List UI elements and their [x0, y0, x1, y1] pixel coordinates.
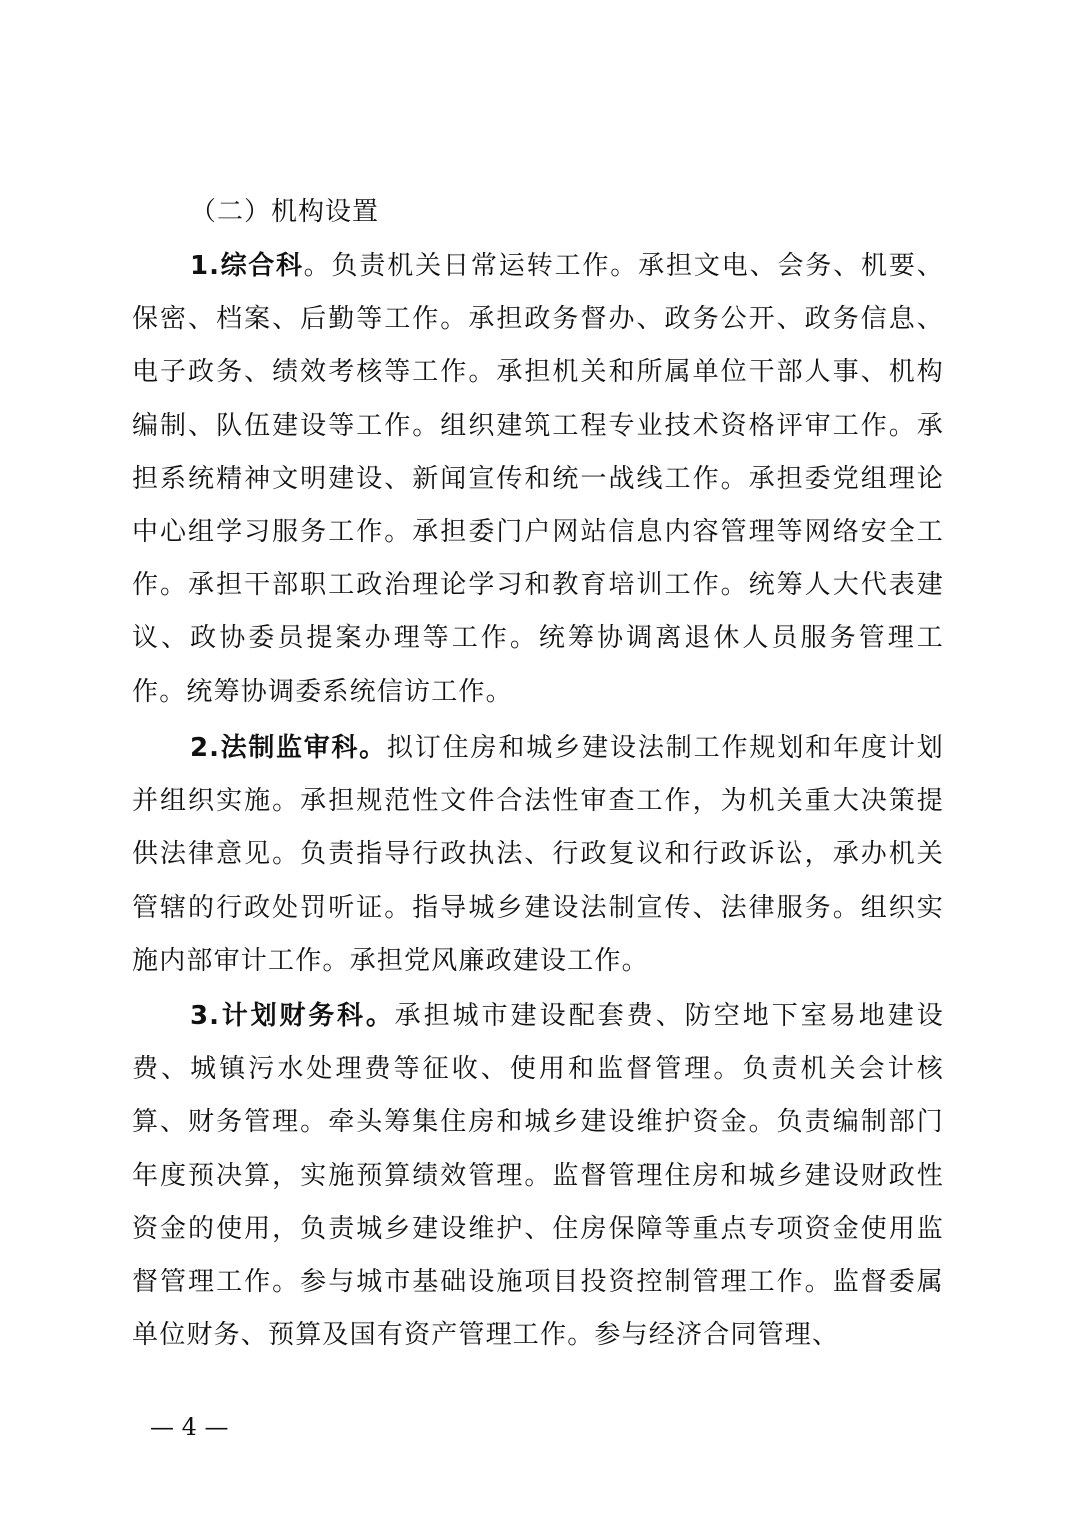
paragraph-legal-audit [132, 722, 944, 988]
paragraph-body: 承担城市建设配套费、防空地下室易地建设费、城镇污水处理费等征收、使用和监督管理。负责机关会计核算、财务管理。牵头筹集住房和城乡建设维护资金。负责编制部门年度预决算，实施预算绩效管理。监督管理住房和城乡建设财政性资金的使用，负责城乡建设维护、住房保障等重点专项资金使用监督管理工作。参与城市基础设施项目投资控制管理工作。监督委属单位财务、预算及国有资产管理工作。参与经济合同管理、 [132, 1001, 944, 1351]
paragraph-body: 。负责机关日常运转工作。承担文电、会务、机要、保密、档案、后勤等工作。承担政务督办、政务公开、政务信息、电子政务、绩效考核等工作。承担机关和所属单位干部人事、机构编制、队伍建设等工作。组织建筑工程专业技术资格评审工作。承担系统精神文明建设、新闻宣传和统一战线工作。承担委党组理论中心组学习服务工作。承担委门户网站信息内容管理等网络安全工作。承担干部职工政治理论学习和教育培训工作。统筹人大代表建议、政协委员提案办理等工作。统筹协调离退休人员服务管理工作。统筹协调委系统信访工作。 [132, 251, 944, 707]
paragraph-lead: 1.综合科 [190, 251, 304, 281]
paragraph-body: 拟订住房和城乡建设法制工作规划和年度计划并组织实施。承担规范性文件合法性审查工作，为机关重大决策提供法律意见。负责指导行政执法、行政复议和行政诉讼，承办机关管辖的行政处罚听证。指导城乡建设法制宣传、法律服务。组织实施内部审计工作。承担党风廉政建设工作。 [132, 733, 944, 976]
paragraph-lead: 3.计划财务科。 [190, 1001, 395, 1031]
page-number: — 4 — [150, 1413, 229, 1441]
paragraph-general-office [132, 240, 944, 719]
section-heading: （二）机构设置 [190, 197, 380, 227]
paragraph-planning-finance [132, 990, 944, 1362]
paragraph-lead: 2.法制监审科。 [190, 733, 387, 763]
